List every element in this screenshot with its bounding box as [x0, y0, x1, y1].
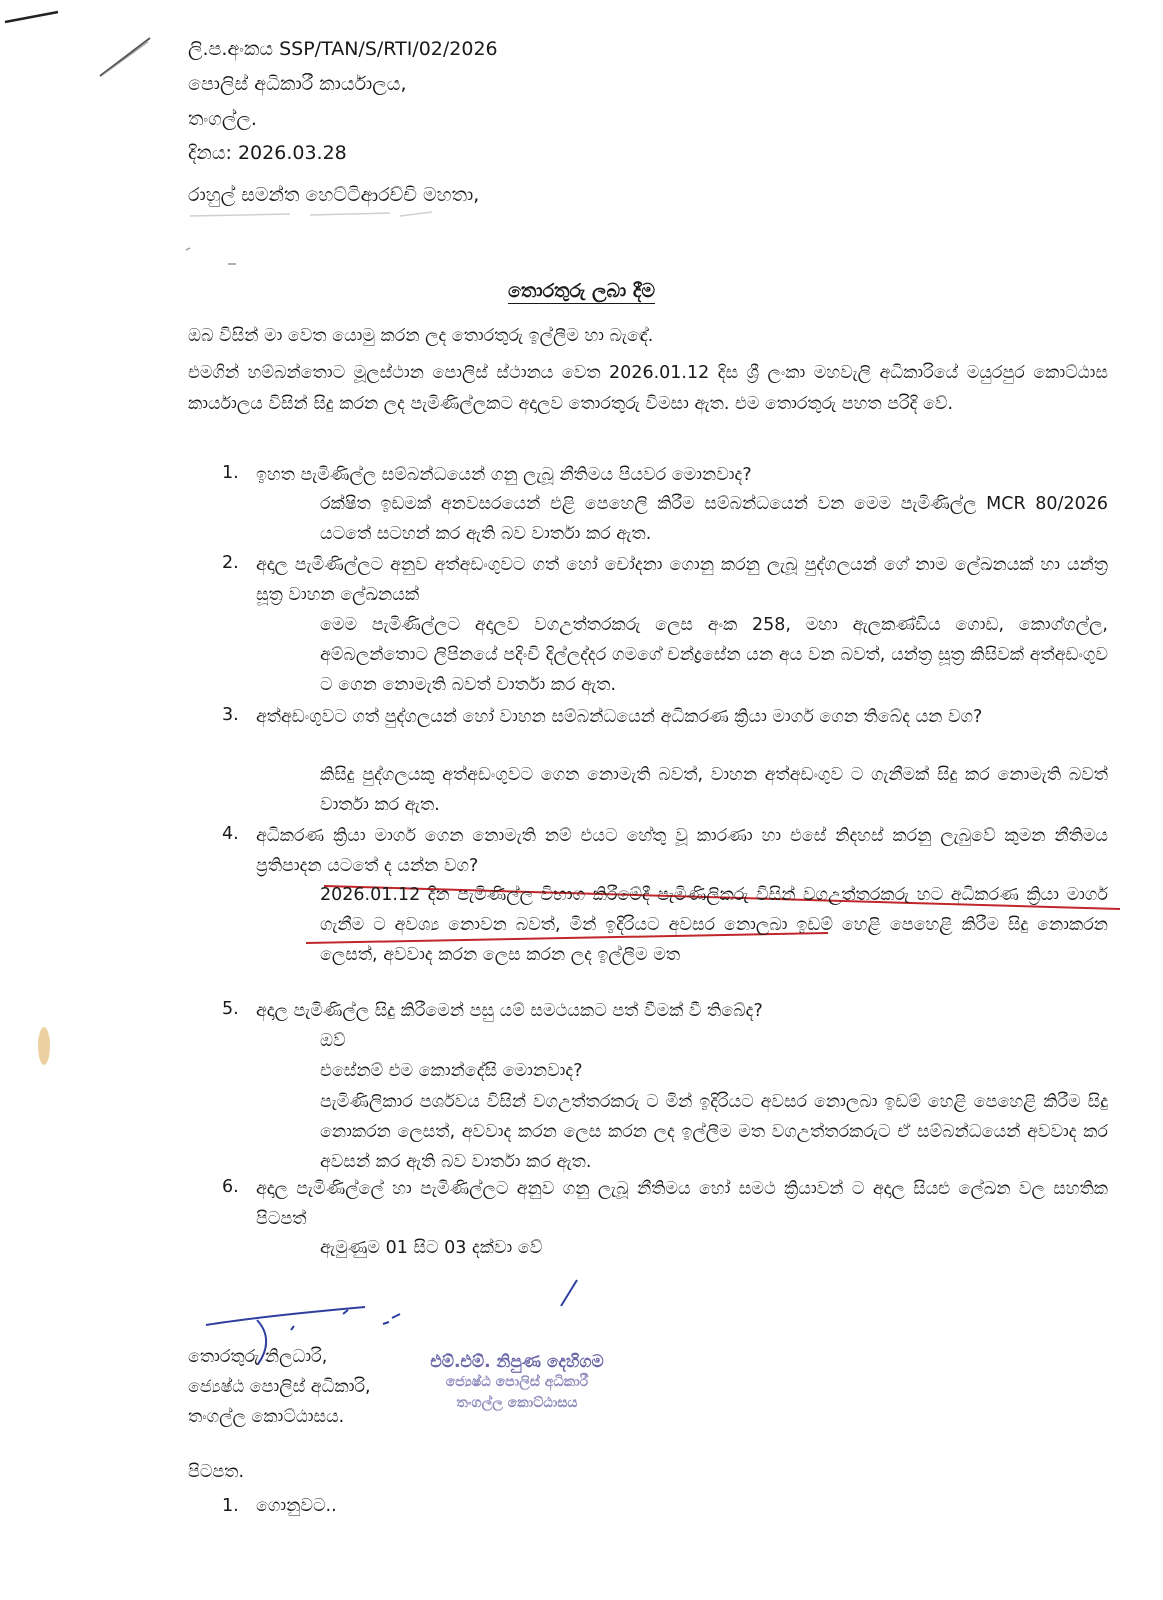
item-question: අදාල පැමිණිල්ල සිදු කිරීමෙන් පසු යම් සමථයකට පත් වීමක් වී තිබේද? — [256, 1001, 763, 1021]
stamp-name: එම්.එම්. නිපුණ දෙහිගම — [430, 1352, 604, 1372]
signature-tick — [561, 1280, 577, 1306]
scan-corner-mark — [5, 12, 58, 22]
item-answer: රක්ෂිත ඉඩමක් අනවසරයෙන් එළි පෙහෙලි කිරීම සම්බන්ධයෙන් වන මෙම පැමිණිල්ල MCR 80/2026 යටතේ සටහන් කර ඇති බව වාර්තා කර ඇත. — [320, 494, 1108, 544]
official-stamp — [402, 1352, 632, 1414]
sender-city: තංගල්ල. — [188, 108, 257, 130]
signature-division: තංගල්ල කොට්ඨාසය. — [188, 1407, 345, 1427]
item-number: 6. — [222, 1177, 239, 1197]
item-number: 5. — [222, 999, 239, 1019]
letter-date: දිනය: 2026.03.28 — [188, 142, 347, 164]
addressee-name: රාහුල් සමන්ත හෙට්ටිආරච්චි මහතා, — [188, 184, 480, 206]
signature-designation: ජ්‍යෙෂ්ඨ පොලිස් අධිකාරි, — [188, 1377, 371, 1397]
item-answer: 2026.01.12 දින පැමිණිල්ල විභාග කිරීමේදී පැමිණිලිකරු විසින් වගඋත්තරකරු හට අධිකරණ ක්‍රියා මාර්ග ගැනීම ට අවශ්‍ය නොවන බවත්, මින් ඉදිරියට අවසර නොලබා ඉඩම් හෙළි පෙහෙළි කිරීම සිදු නොකරන ලෙසත්, අවවාද කරන ලෙස කරන ලද ඉල්ලීම මත — [320, 885, 1108, 965]
item-answer-subquestion: එසේනම් එම කොන්දේසි මොනවාද? — [320, 1061, 583, 1081]
item-answer-yes: ඔව් — [320, 1031, 346, 1051]
signature-title: තොරතුරු නිලධාරි, — [188, 1347, 328, 1367]
item-question: අදාල පැමිණිල්ලේ හා පැමිණිල්ලට අනුව ගනු ලැබූ නීතිමය හෝ සමථ ක්‍රියාවන් ට අදාල සියළු ලේඛන වල සහතික පිටපත් — [256, 1179, 1108, 1229]
item-question: අදාල පැමිණිල්ලට අනුව අත්අඩංගුවට ගත් හෝ චෝදනා ගොනු කරනු ලැබූ පුද්ගලයන් ගේ නාම ලේඛනයක් හා යන්ත්‍ර සූත්‍ර වාහන ලේඛනයක් — [256, 555, 1108, 605]
item-number: 4. — [222, 824, 239, 844]
item-answer: ඇමුණුම 01 සිට 03 දක්වා වේ — [320, 1238, 543, 1258]
intro-line: ඔබ විසින් මා වෙත යොමු කරන ලද තොරතුරු ඉල්ලීම හා බැඳේ. — [188, 326, 654, 346]
item-number: 2. — [222, 553, 239, 573]
item-question: ඉහත පැමිණිල්ල සම්බන්ධයෙන් ගනු ලැබූ නීතිමය පියවර මොනවාද? — [256, 465, 752, 485]
item-answer: පැමිණිලිකාර පර්ශවය විසින් වගඋත්තරකරු ට මින් ඉදිරියට අවසර නොලබා ඉඩම් හෙළි පෙහෙළි කිරීම සිදු නොකරන ලෙසත්, අවවාද කරන ලෙස කරන ලද ඉල්ලීම මත වගඋත්තරකරුට ඒ සම්බන්ධයෙන් අවවාද කර අවසන් කර ඇති බව වාර්තා කර ඇත. — [320, 1092, 1108, 1172]
pen-slash-mark — [100, 38, 150, 76]
reference-number: ලි.ප.අංකය SSP/TAN/S/RTI/02/2026 — [188, 38, 498, 60]
item-answer: කිසිදු පුද්ගලයකු අත්අඩංගුවට ගෙන නොමැති බවත්, වාහන අත්අඩංගුව ට ගැනීමක් සිදු කර නොමැති බවත් වාර්තා කර ඇත. — [320, 765, 1108, 815]
stamp-division: තංගල්ල කොට්ඨාසය — [456, 1395, 578, 1411]
letter-title — [0, 280, 1163, 302]
item-question: අධිකරණ ක්‍රියා මාර්ග ගෙන නොමැති නම් එයට හේතු වූ කාරණා හා එසේ නිදහස් කරනු ලැබුවේ කුමන නීතිමය ප්‍රතිපාදන යටතේ ද යන්න වග? — [256, 826, 1108, 876]
item-number: 3. — [222, 705, 239, 725]
paper-stain — [38, 1027, 50, 1065]
copies-item-number: 1. — [222, 1496, 239, 1516]
signature-stroke — [206, 1307, 365, 1325]
letter-title-text: තොරතුරු ලබා දීම — [507, 280, 656, 302]
faded-address-line — [190, 212, 432, 216]
intro-paragraph: එමගින් හම්බන්තොට මූලස්ථාන පොලිස් ස්ථානය වෙත 2026.01.12 දිස ශ්‍රී ලංකා මහවැලි අධිකාරියේ මයුරපුර කොට්ඨාස කාර්යාලය විසින් සිදු කරන ලද පැමිණිල්ලකට අදාලව තොරතුරු විමසා ඇත. එම තොරතුරු පහත පරිදි වේ. — [188, 363, 1108, 414]
pen-slash-shadow — [104, 42, 148, 74]
item-answer: මෙම පැමිණිල්ලට අදාලව වගඋත්තරකරු ලෙස අංක 258, මහා ඇලකණ්ඩිය ගොඩ, කොග්ගල්ල, අම්බලන්තොට ලිපිනයේ පදිංචි දිල්ලද්දර ගමගේ චන්ද්‍රසේන යන අය වන බවත්, යන්ත්‍ර සූත්‍ර කිසිවක් අත්අඩංගුව ට ගෙන නොමැති බවත් වාර්තා කර ඇත. — [320, 615, 1108, 695]
item-question: අත්අඩංගුවට ගත් පුද්ගලයන් හෝ වාහන සම්බන්ධයෙන් අධිකරණ ක්‍රියා මාර්ග ගෙන තිබේද යන වග? — [256, 707, 983, 727]
copies-item: ගොනුවට.. — [256, 1496, 337, 1516]
copies-label: පිටපත. — [188, 1462, 245, 1482]
faded-address-marks — [186, 248, 236, 264]
item-number: 1. — [222, 463, 239, 483]
stamp-designation: ජ්‍යෙෂ්ඨ පොලිස් අධිකාරී — [445, 1374, 589, 1390]
sender-office: පොලිස් අධිකාරී කාර්යාලය, — [188, 73, 407, 95]
